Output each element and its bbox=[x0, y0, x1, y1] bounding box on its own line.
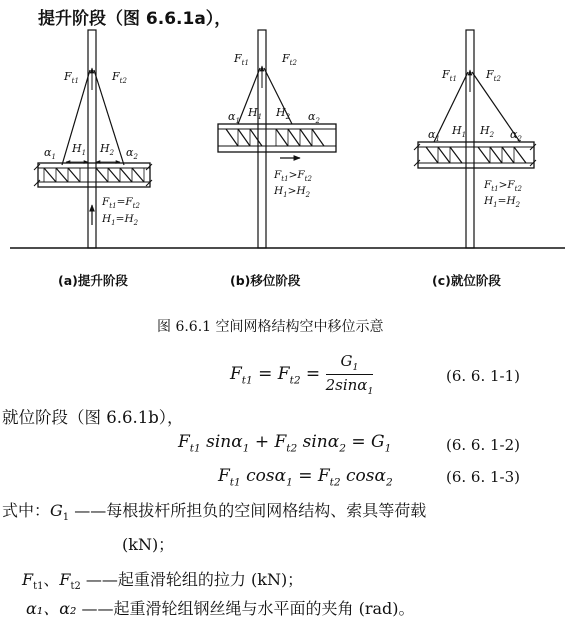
panel-b-rel2: $H_1>H_2$ bbox=[274, 185, 311, 199]
svg-text:H1: $H_1$ bbox=[452, 124, 467, 139]
equation-1: $F_{t1} = F_{t2}$ = $\frac{G_1}{2\sin\alpha_1}$ bbox=[230, 352, 374, 397]
svg-text:Ft2: $F_{t2}$ bbox=[282, 52, 297, 67]
svg-text:Ft1: $F_{t1}$ bbox=[442, 68, 457, 83]
svg-text:α2: $\alpha_2$ bbox=[510, 128, 522, 143]
panel-b bbox=[218, 30, 336, 248]
panel-b-rel1: $F_{t1}>F_{t2}$ bbox=[274, 169, 312, 183]
section-heading: 提升阶段（图 6.6.1a）， bbox=[38, 9, 232, 29]
svg-text:α1: $\alpha_1$ bbox=[428, 128, 440, 143]
panel-c-rel2: $H_1=H_2$ bbox=[484, 195, 521, 209]
definition-g1-unit: (kN)； bbox=[122, 535, 175, 554]
definition-g1: 式中：$G_1$ ——每根拔杆所担负的空间网格结构、索具等荷载 bbox=[2, 501, 427, 524]
mast-c bbox=[466, 30, 474, 248]
subcaption-c: (c)就位阶段 bbox=[432, 273, 501, 288]
subcaption-b: (b)移位阶段 bbox=[230, 273, 301, 288]
subcaption-a: (a)提升阶段 bbox=[58, 273, 128, 288]
panel-a-rel2: $H_1=H_2$ bbox=[102, 213, 139, 227]
svg-text:α1: $\alpha_1$ bbox=[44, 146, 56, 161]
svg-text:H1: $H_1$ bbox=[248, 106, 263, 121]
svg-text:Ft1: $F_{t1}$ bbox=[234, 52, 249, 67]
definition-alpha: α₁、α₂ ——起重滑轮组钢丝绳与水平面的夹角 (rad)。 bbox=[26, 599, 415, 618]
equation-1-number: (6. 6. 1-1) bbox=[446, 367, 521, 385]
panel-a-rel1: $F_{t1}=F_{t2}$ bbox=[102, 196, 140, 210]
figure-caption: 图 6.6.1 空间网格结构空中移位示意 bbox=[157, 319, 384, 335]
paragraph-positioning-stage: 就位阶段（图 6.6.1b）， bbox=[2, 408, 184, 427]
panel-c bbox=[414, 30, 536, 248]
lifting-shift-figure bbox=[0, 0, 573, 300]
definition-ft: $F_{t1}$、$F_{t2}$ ——起重滑轮组的拉力 (kN)； bbox=[22, 570, 304, 593]
svg-text:H2: $H_2$ bbox=[100, 142, 115, 157]
truss-a bbox=[38, 163, 150, 187]
equation-3: $F_{t1}$ $\cos\alpha_1 = F_{t2}$ cosα$_2$ bbox=[218, 466, 393, 489]
truss-c bbox=[418, 142, 534, 168]
svg-text:H1: $H_1$ bbox=[72, 142, 87, 157]
svg-text:Ft1: $F_{t1}$ bbox=[64, 70, 79, 85]
svg-text:α2: $\alpha_2$ bbox=[308, 110, 320, 125]
svg-text:Ft2: $F_{t2}$ bbox=[112, 70, 127, 85]
mast-b bbox=[258, 30, 266, 248]
panel-a bbox=[34, 30, 152, 248]
equation-3-number: (6. 6. 1-3) bbox=[446, 468, 521, 486]
svg-text:α1: $\alpha_1$ bbox=[228, 110, 240, 125]
svg-text:α2: $\alpha_2$ bbox=[126, 146, 138, 161]
equation-2-number: (6. 6. 1-2) bbox=[446, 436, 521, 454]
svg-text:H2: $H_2$ bbox=[276, 106, 291, 121]
svg-text:H2: $H_2$ bbox=[480, 124, 495, 139]
panel-c-rel1: $F_{t1}>F_{t2}$ bbox=[484, 179, 522, 193]
svg-text:Ft2: $F_{t2}$ bbox=[486, 68, 501, 83]
equation-2: $F_{t1}$ $\sin\alpha_1 + F_{t2}$ $\sin\alpha_2 = G_1$ bbox=[178, 432, 392, 455]
